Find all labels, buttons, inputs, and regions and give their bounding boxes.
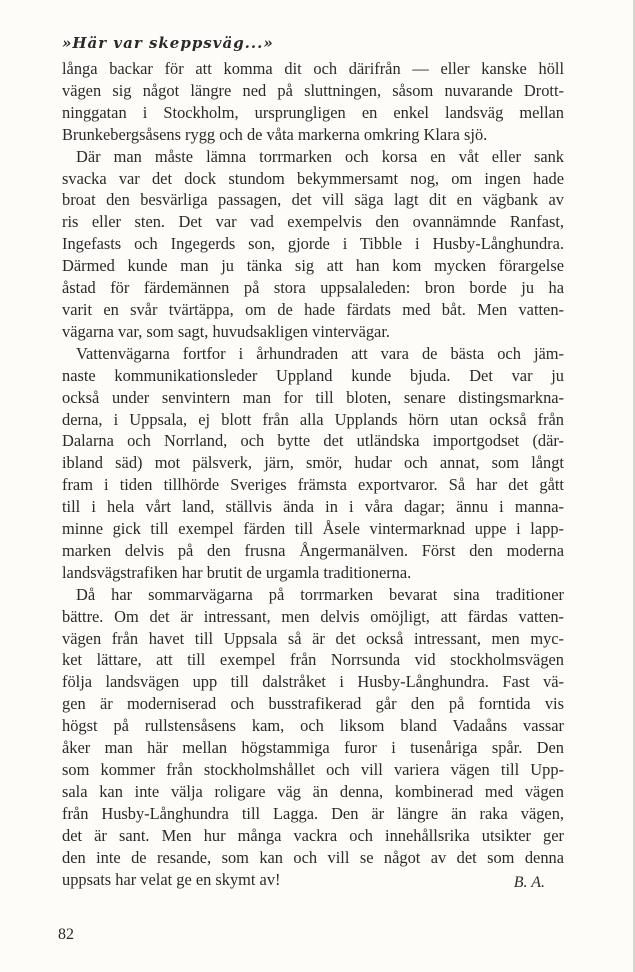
paragraph [62, 146, 564, 343]
text-line: minne gick till exempel färden till Åsele vintermarknad uppe i lapp- [62, 519, 564, 539]
text-line: från Husby-Långhundra till Lagga. Den är längre än raka vägen, [62, 803, 564, 823]
text-line: Ingefasts och Ingegerds son, gjorde i Tibble i Husby-Långhundra. [62, 234, 564, 254]
text-line: till i hela vårt land, ställvis ända in i våra dagar; ännu i manna- [62, 497, 564, 517]
text-line: marken delvis på den frusna Ångermanälven. Först den moderna [62, 540, 564, 560]
text-line: Brunkebergsåsens rygg och de våta markerna omkring Klara sjö. [62, 124, 488, 144]
text-line: Där man måste lämna torrmarken och korsa en våt eller sank [76, 146, 564, 166]
text-line: åker man här mellan högstammiga furor i tusenåriga spår. Den [62, 738, 564, 758]
text-line: derna, i Uppsala, ej blott från alla Upplands hörn utan också från [62, 409, 564, 429]
author-signature: B. A. [513, 874, 545, 891]
text-line: landsvägstrafiken har brutit de urgamla traditionerna. [62, 562, 412, 582]
text-line: broat den besvärliga passagen, det vill säga lagt dit en vägbank av [62, 190, 564, 210]
body-text [62, 58, 564, 890]
text-line: vägen från havet till Uppsala så är det också intressant, men myc- [62, 628, 564, 648]
text-line: åstad för färdemännen på stora uppsalaleden: bron borde ju ha [62, 278, 564, 298]
paragraph [62, 343, 564, 584]
text-line: ibland säd) mot pälsverk, järn, smör, hudar och annat, som långt [62, 453, 564, 473]
text-line: Dalarna och Norrland, och bytte det utländska importgodset (där- [62, 431, 564, 451]
running-head: »Här var skeppsväg...» [62, 34, 274, 52]
text-line: gen är moderniserad och busstrafikerad går den på forntida vis [62, 694, 564, 714]
page-number: 82 [58, 926, 74, 943]
text-line: som kommer från stockholmshållet och vill variera vägen till Upp- [62, 760, 564, 779]
text-line: följa landsvägen upp till dalstråket i Husby-Långhundra. Fast vä- [62, 672, 564, 692]
text-line: Då har sommarvägarna på torrmarken bevarat sina traditioner [76, 584, 564, 604]
text-line: långa backar för att komma dit och därifrån — eller kanske höll [62, 59, 564, 78]
text-line: ris eller sten. Det var vad exempelvis den ovannämnde Ranfast, [62, 212, 564, 232]
text-line: ninggatan i Stockholm, ursprungligen en enkel landsväg mellan [62, 102, 564, 122]
text-line: Vattenvägarna fortfor i århundraden att vara de bästa och jäm- [76, 343, 564, 363]
text-line: svacka var det dock stundom bekymmersamt nog, om ingen hade [62, 168, 564, 188]
text-line: naste kommunikationsleder Uppland kunde bjuda. Det var ju [62, 365, 564, 385]
paragraph [62, 58, 564, 146]
text-line: vägarna var, som sagt, huvudsakligen vintervägar. [62, 321, 390, 341]
paragraph [62, 584, 564, 891]
text-line: bättre. Om det är intressant, men delvis omöjligt, att färdas vatten- [62, 606, 564, 626]
text-line: Därmed kunde man ju tänka sig att han kom mycken förargelse [62, 256, 564, 276]
text-line: ket lättare, att till exempel från Norrsunda vid stockholmsvägen [62, 650, 564, 670]
text-line: uppsats har velat ge en skymt av! [62, 869, 281, 889]
text-line: den inte de resande, som kan och vill se något av det som denna [62, 847, 564, 867]
text-line: fram i tiden tillhörde Sveriges främsta exportvaror. Så har det gått [62, 475, 564, 495]
text-line: sala kan inte välja roligare väg än denna, kombinerad med vägen [62, 781, 564, 801]
text-line: också under senvintern man for till bloten, senare distingsmarkna- [62, 387, 564, 407]
text-line: det är sant. Men hur många vackra och innehållsrika utsikter ger [62, 825, 564, 845]
text-line: varit en svår tvärtäppa, om de hade färdats med båt. Men vatten- [62, 299, 564, 319]
text-line: högst på rullstensåsens kam, och liksom bland Vadaåns vassar [62, 716, 564, 736]
text-line: vägen sig något längre ned på sluttningen, såsom nuvarande Drott- [62, 80, 564, 100]
